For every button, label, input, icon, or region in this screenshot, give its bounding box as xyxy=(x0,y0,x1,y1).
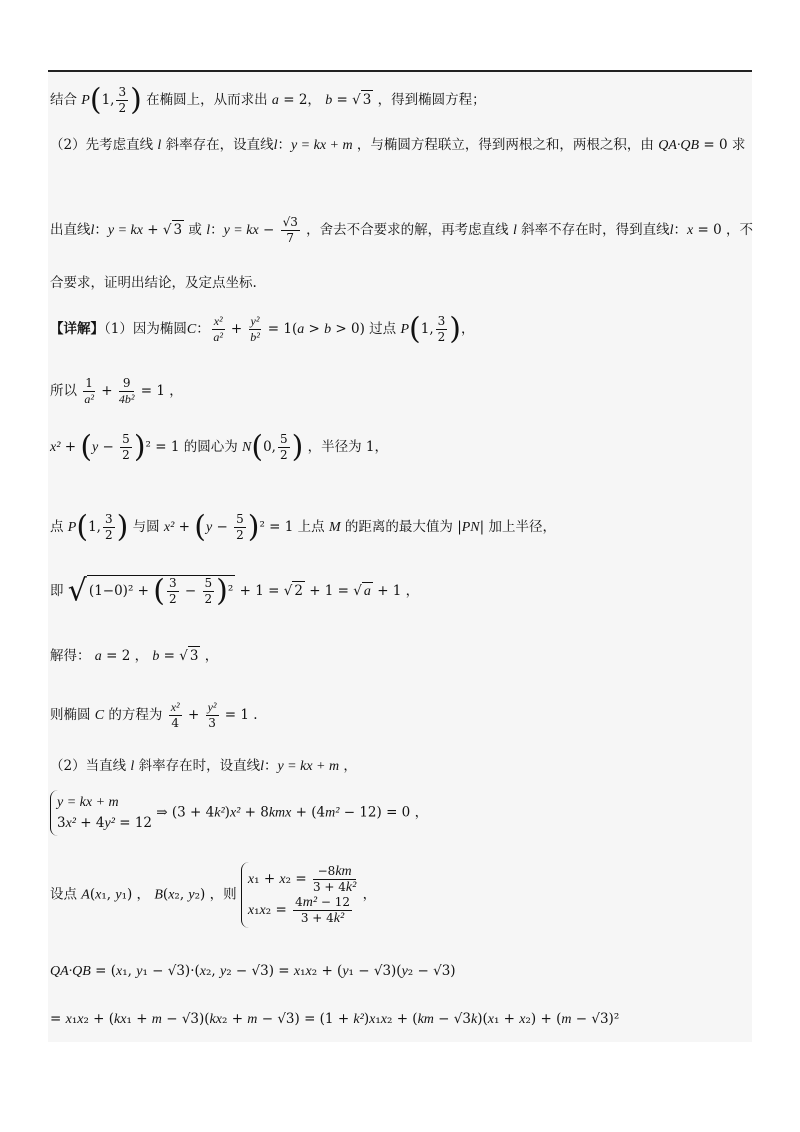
text-line-10: 解得： a = 2 ， b = √ 3 ， xyxy=(50,648,219,664)
text-line-6: 所以 $\frac{1}{\text{a²}}$ + $\frac{9}{\text{4b²}}$ = 1 ， xyxy=(50,376,183,406)
text-line-12: （2）当直线 l 斜率存在时，设直线l：y = kx + m ， xyxy=(50,758,357,774)
text-line-1: 结合 P(1, $\frac{3}{2}$ ) 在椭圆上，从而求出 a = 2， b = √ 3 ，得到椭圆方程； xyxy=(50,82,486,118)
text-line-4: 合要求，证明出结论，及定点坐标. xyxy=(50,275,257,291)
text-line-5: 【详解】（1）因为椭圆C： $\frac{\text{x²}}{\text{a²}}$ + $\frac{\text{y²}}{\text{b²}}$ = 1(a > b > 0) 过点 P(1, $\frac{3}{2}$ )， xyxy=(50,311,475,347)
text-line-2: （2）先考虑直线 l 斜率存在，设直线l：y = kx + m ，与椭圆方程联立，得到两根之和，两根之积，由 QA·QB = 0 求 xyxy=(50,137,746,153)
text-line-13: y = kx + m 3x² + 4y² = 12 ⇒ (3 + 4k²)x² + 8kmx + (4m² − 12) = 0 ， xyxy=(50,790,428,836)
text-line-11: 则椭圆 C 的方程为 $\frac{\text{x²}}{4}$ + $\frac{\text{y²}}{3}$ = 1 . xyxy=(50,700,258,730)
text-line-16: = x₁x₂ + (kx₁ + m − √3)(kx₂ + m − √3) = (1 + k²)x₁x₂ + (km − √3k)(x₁ + x₂) + (m − √3)² xyxy=(50,1011,620,1027)
detail-label: 【详解】 xyxy=(50,321,104,337)
text-line-3: 出直线l：y = kx + √ 3 或 l：y = kx − $\frac{√3}{7}$ ，舍去不合要求的解，再考虑直线 l 斜率不存在时，得到直线l：x = 0 ，不 xyxy=(50,215,754,245)
text-line-8: 点 P(1, $\frac{3}{2}$ ) 与圆 x² + (y − $\frac{5}{2}$ )² = 1 上点 M 的距离的最大值为 |PN| 加上半径， xyxy=(50,509,556,545)
text-line-14: 设点 A(x₁, y₁) ， B(x₂, y₂) ，则 x₁ + x₂ = $\frac{-8km}{\text{3 + 4k²}}$ x₁x₂ = $\frac{\text{4m² − 12}}{\text{3 + 4k²}}$ ， xyxy=(50,864,377,926)
text-line-7: x² + (y − $\frac{5}{2}$ )² = 1 的圆心为 N(0, $\frac{5}{2}$ ) ，半径为 1， xyxy=(50,429,388,465)
text-line-15: QA·QB = (x₁, y₁ − √3)·(x₂, y₂ − √3) = x₁x₂ + (y₁ − √3)(y₂ − √3) xyxy=(50,963,456,979)
text-line-9: 即 √ (1−0)² + ( $\frac{3}{2}$ − $\frac{5}{2}$ )² + 1 = √ 2 + 1 = √ a + 1 ， xyxy=(50,573,420,609)
